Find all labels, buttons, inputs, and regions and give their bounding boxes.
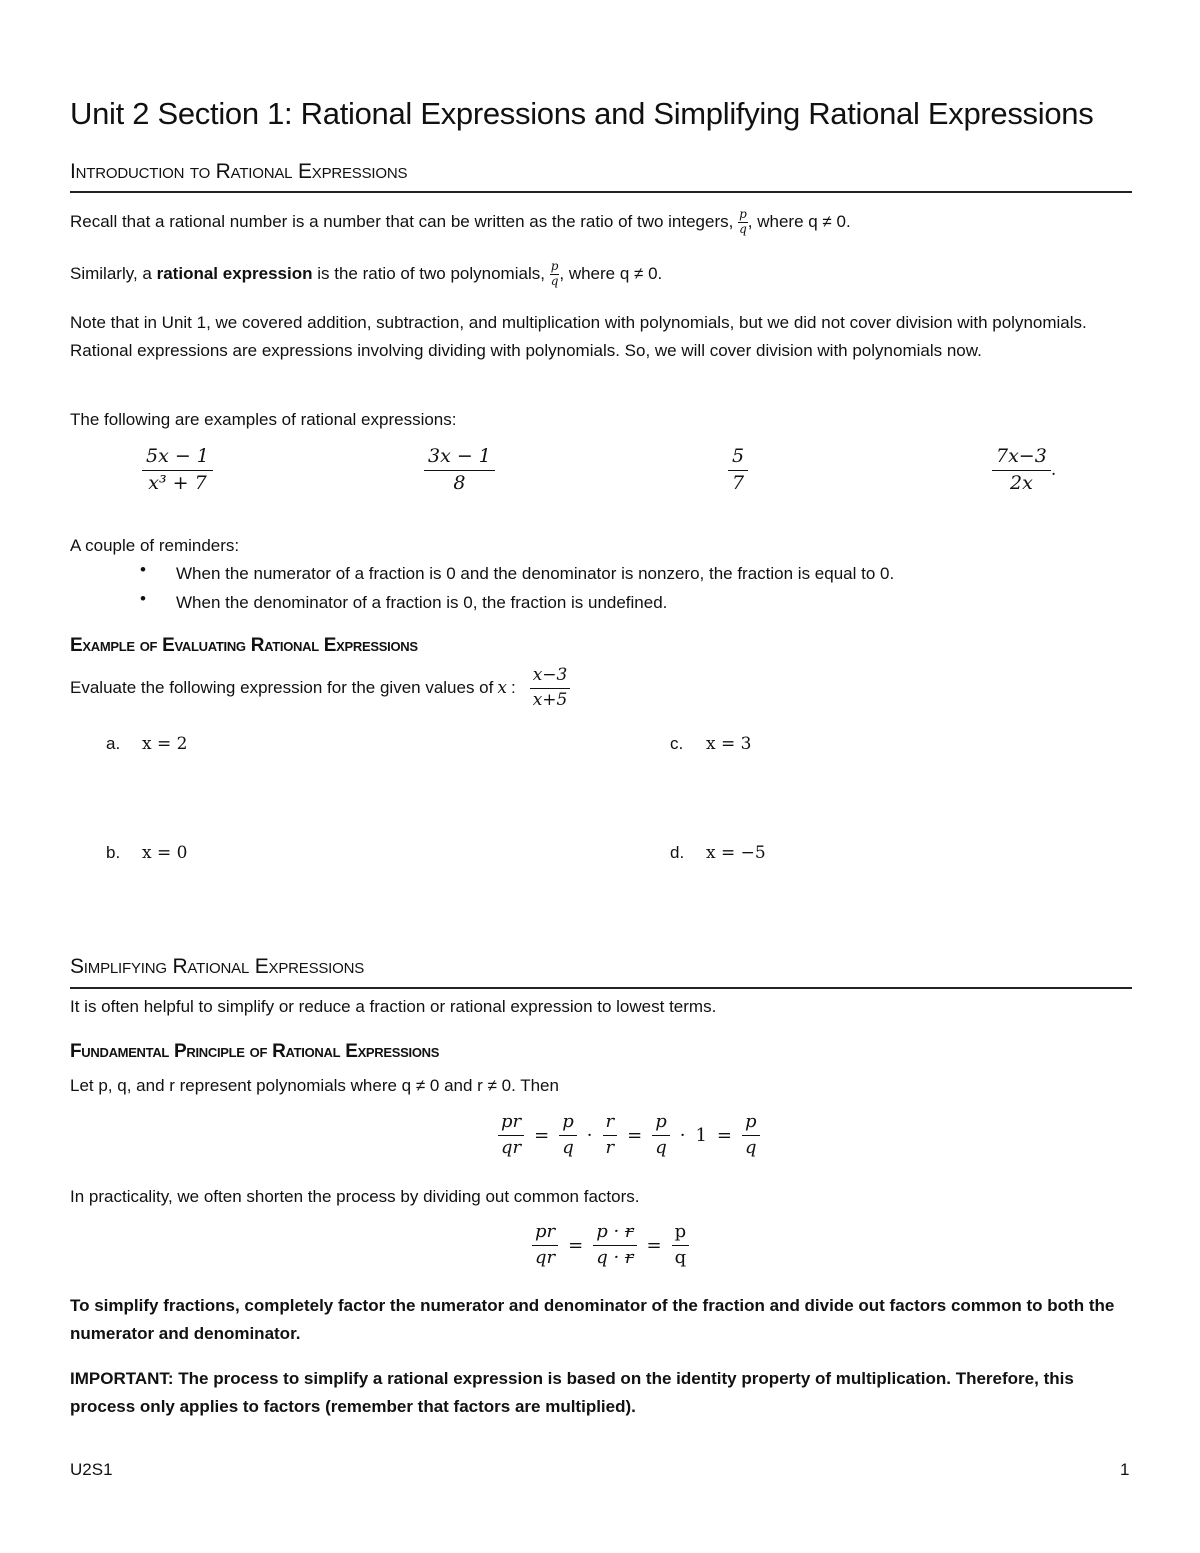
dividing-out-equation: $\frac{pr}{qr}$ = $\frac{p \cdot r}{q \cdot r}$ = $\frac{p}{q}$ bbox=[532, 1222, 689, 1268]
evaluate-prompt: Evaluate the following expression for the given values of x : $\frac{x-3}{x+5}$ bbox=[70, 666, 570, 710]
paragraph-rational-expression: Similarly, a rational expression is the ratio of two polynomials, $\frac{p}{q}$ , where q ≠ 0. bbox=[70, 259, 663, 289]
example-fraction: $\frac{5x - 1}{\text{x³ + 7}}$ bbox=[142, 446, 213, 495]
fraction-p-over-q: $\frac{p}{q}$ bbox=[739, 207, 747, 237]
footer-page-number: 1 bbox=[1120, 1460, 1130, 1479]
reminders-intro: A couple of reminders: bbox=[70, 536, 240, 555]
bullet-icon: • bbox=[140, 589, 146, 608]
term-rational-expression: rational expression bbox=[156, 264, 313, 283]
reminder-item: When the numerator of a fraction is 0 and the denominator is nonzero, the fraction is equal to 0. bbox=[176, 564, 895, 583]
evaluate-item-value: x = 3 bbox=[706, 734, 752, 754]
section-divider bbox=[70, 987, 1132, 989]
fundamental-principle-equation: $\frac{pr}{qr}$ = $\frac{p}{q}$ · $\frac{r}{r}$ = $\frac{p}{q}$ · 1 = $\frac{p}{q}$ bbox=[498, 1112, 760, 1158]
fraction-p-over-q: $\frac{p}{q}$ bbox=[550, 259, 559, 289]
evaluate-item-value: x = −5 bbox=[706, 843, 766, 863]
evaluate-item-label: d. bbox=[670, 843, 685, 862]
evaluate-item-value: x = 0 bbox=[142, 843, 188, 863]
practicality-statement: In practicality, we often shorten the process by dividing out common factors. bbox=[70, 1187, 640, 1206]
paragraph-division-note: Note that in Unit 1, we covered addition, subtraction, and multiplication with polynomials, but we did not cover division with polynomials. Rational expressions are expressions involving dividing with polynomials. So, we will cover division with polynomials now. bbox=[70, 313, 1087, 360]
evaluate-item-label: a. bbox=[106, 734, 121, 753]
fraction-x-minus-3-over-x-plus-5: $\frac{x-3}{x+5}$ bbox=[530, 666, 571, 710]
example-fraction: $\frac{7x-3}{2x}$ bbox=[992, 446, 1051, 495]
simplify-rule: To simplify fractions, completely factor the numerator and denominator of the fraction and divide out factors common to both the numerator and denominator. bbox=[70, 1296, 1115, 1343]
subheading-fundamental-principle: Fundamental Principle of Rational Expressions bbox=[70, 1041, 440, 1062]
page-title: Unit 2 Section 1: Rational Expressions and Simplifying Rational Expressions bbox=[70, 96, 1094, 131]
reminder-item: When the denominator of a fraction is 0, the fraction is undefined. bbox=[176, 593, 668, 612]
important-note: IMPORTANT: The process to simplify a rational expression is based on the identity property of multiplication. Therefore, this process only applies to factors (remember that factors are multiplied). bbox=[70, 1369, 1074, 1416]
evaluate-item-label: b. bbox=[106, 843, 121, 862]
paragraph-rational-number: Recall that a rational number is a number that can be written as the ratio of two integers, $\frac{p}{q}$ , where q ≠ 0. bbox=[70, 207, 851, 237]
simplifying-intro: It is often helpful to simplify or reduce a fraction or rational expression to lowest terms. bbox=[70, 997, 717, 1016]
paragraph-examples-intro: The following are examples of rational expressions: bbox=[70, 410, 457, 429]
principle-statement: Let p, q, and r represent polynomials where q ≠ 0 and r ≠ 0. Then bbox=[70, 1076, 559, 1095]
section-heading-evaluating: Example of Evaluating Rational Expressions bbox=[70, 635, 418, 656]
evaluate-item-value: x = 2 bbox=[142, 734, 188, 754]
section-heading-simplifying: Simplifying Rational Expressions bbox=[70, 955, 365, 978]
footer-section-code: U2S1 bbox=[70, 1460, 113, 1479]
example-fraction: $\frac{5}{7}$ bbox=[728, 446, 748, 495]
section-divider bbox=[70, 191, 1132, 193]
example-fraction: $\frac{3x - 1}{8}$ bbox=[424, 446, 495, 495]
evaluate-item-label: c. bbox=[670, 734, 684, 753]
bullet-icon: • bbox=[140, 560, 146, 579]
example-fraction-wrapper: $\frac{7x-3}{2x}$ . bbox=[992, 446, 1056, 495]
section-heading-introduction: Introduction to Rational Expressions bbox=[70, 160, 408, 183]
